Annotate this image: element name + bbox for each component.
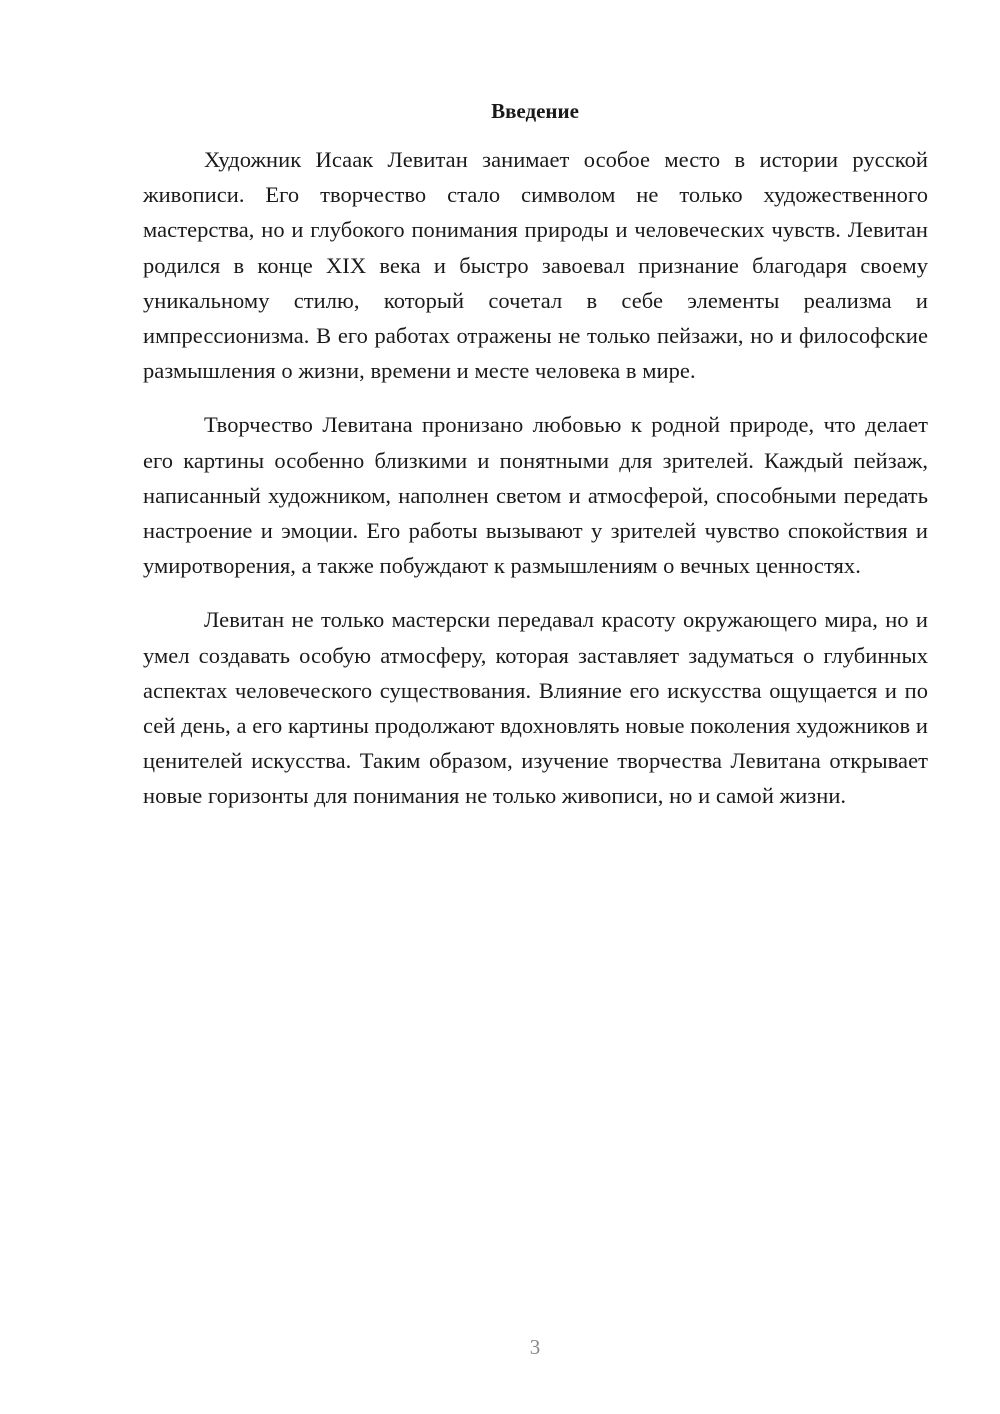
page-number: 3 <box>529 1335 541 1359</box>
paragraph-3: Левитан не только мастерски передавал красоту окружающего мира, но и умел создавать особую атмосферу, которая заставляет задуматься о глубинных аспектах человеческого существования. Влияние его искусства ощущается и по сей день, а его картины продолжают вдохновлять новые поколения художников и ценителей искусства. Таким образом, изучение творчества Левитана открывает новые горизонты для понимания не только живописи, но и самой жизни. <box>143 607 928 809</box>
paragraph-1: Художник Исаак Левитан занимает особое место в истории русской живописи. Его творчество стало символом не только художественного мастерства, но и глубокого понимания природы и человеческих чувств. Левитан родился в конце XIX века и быстро завоевал признание благодаря своему уникальному стилю, который сочетал в себе элементы реализма и импрессионизма. В его работах отражены не только пейзажи, но и философские размышления о жизни, времени и месте человека в мире. <box>143 147 928 384</box>
paragraph-2: Творчество Левитана пронизано любовью к родной природе, что делает его картины особенно близкими и понятными для зрителей. Каждый пейзаж, написанный художником, наполнен светом и атмосферой, способными передать настроение и эмоции. Его работы вызывают у зрителей чувство спокойствия и умиротворения, а также побуждают к размышлениям о вечных ценностях. <box>143 412 928 579</box>
body-text <box>143 142 928 833</box>
section-heading: Введение <box>491 99 579 123</box>
